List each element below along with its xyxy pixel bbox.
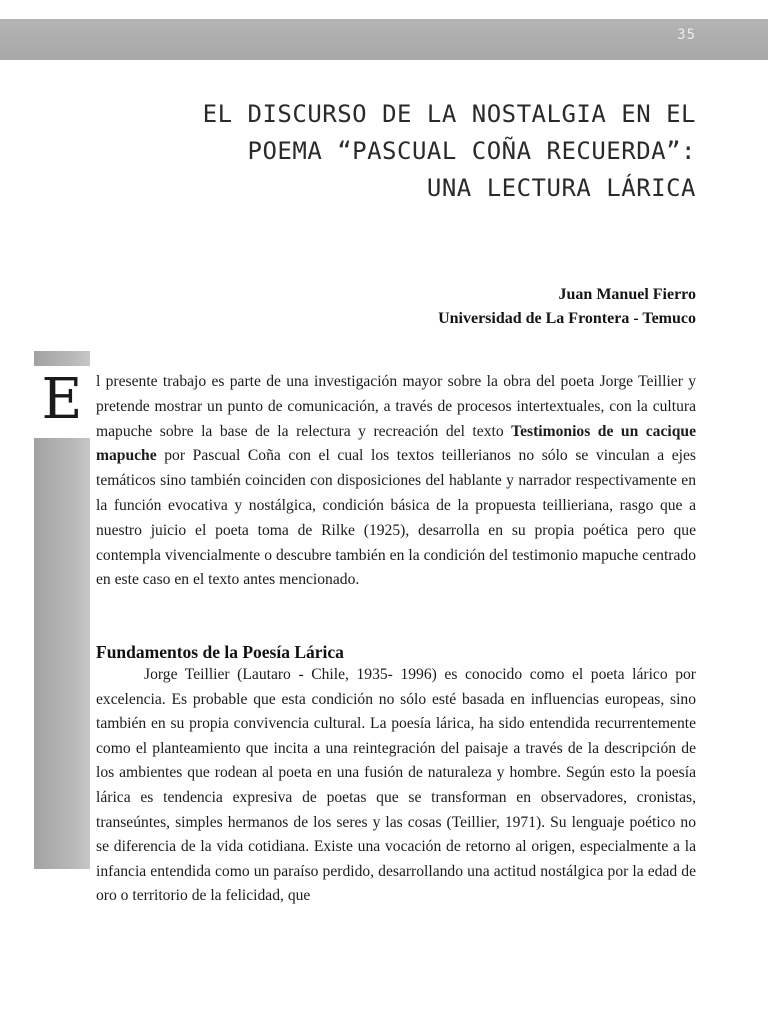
title-line-3: UNA LECTURA LÁRICA bbox=[426, 174, 696, 202]
author-block bbox=[438, 283, 696, 331]
title-line-1: EL DISCURSO DE LA NOSTALGIA EN EL bbox=[202, 100, 696, 128]
intro-paragraph bbox=[96, 370, 696, 593]
title-line-2: POEMA “PASCUAL COÑA RECUERDA”: bbox=[247, 137, 696, 165]
intro-bold-title: Testimonios de un cacique mapuche bbox=[96, 422, 697, 465]
intro-text-b: por Pascual Coña con el cual los textos teillerianos no sólo se vinculan a ejes temáticos sino también coinciden con disposiciones del hablante y narrador respectivamente en la función evocativa y nostálgica, condición básica de la propuesta teillieriana, rasgo que a nuestro juicio el poeta toma de Rilke (1925), desarrolla en su propia poética pero que contempla vivencialmente o descubre también en la condición del testimonio mapuche centrado en este caso en el texto antes mencionado. bbox=[96, 447, 696, 589]
page-number: 35 bbox=[677, 27, 696, 43]
header-band bbox=[0, 19, 768, 60]
author-name: Juan Manuel Fierro bbox=[558, 286, 696, 303]
intro-text-a: l presente trabajo es parte de una investigación mayor sobre la obra del poeta Jorge Teillier y pretende mostrar un punto de comunicación, a través de procesos intertextuales, con la cultura mapuche sobre la base de la relectura y recreación del texto bbox=[96, 373, 696, 440]
drop-cap: E bbox=[41, 367, 83, 432]
article-title bbox=[96, 96, 696, 207]
section-heading: Fundamentos de la Poesía Lárica bbox=[96, 642, 344, 662]
section-paragraph: Jorge Teillier (Lautaro - Chile, 1935- 1996) es conocido como el poeta lárico por excelencia. Es probable que esta condición no sólo esté basada en influencias europeas, sino también en su propia convivencia cultural. La poesía lárica, ha sido entendida recurrentemente como el planteamiento que incita a una reintegración del paisaje a través de la descripción de los ambientes que rodean al poeta en una fusión de naturaleza y hombre. Según esto la poesía lárica es tendencia expresiva de poetas que se transforman en observadores, cronistas, transeúntes, simples hermanos de los seres y las cosas (Teillier, 1971). Su lenguaje poético no se diferencia de la vida cotidiana. Existe una vocación de retorno al origen, especialmente a la infancia entendida como un paraíso perdido, desarrollando una actitud nostálgica por la edad de oro o territorio de la felicidad, que bbox=[96, 666, 696, 905]
author-affiliation: Universidad de La Frontera - Temuco bbox=[438, 310, 696, 327]
